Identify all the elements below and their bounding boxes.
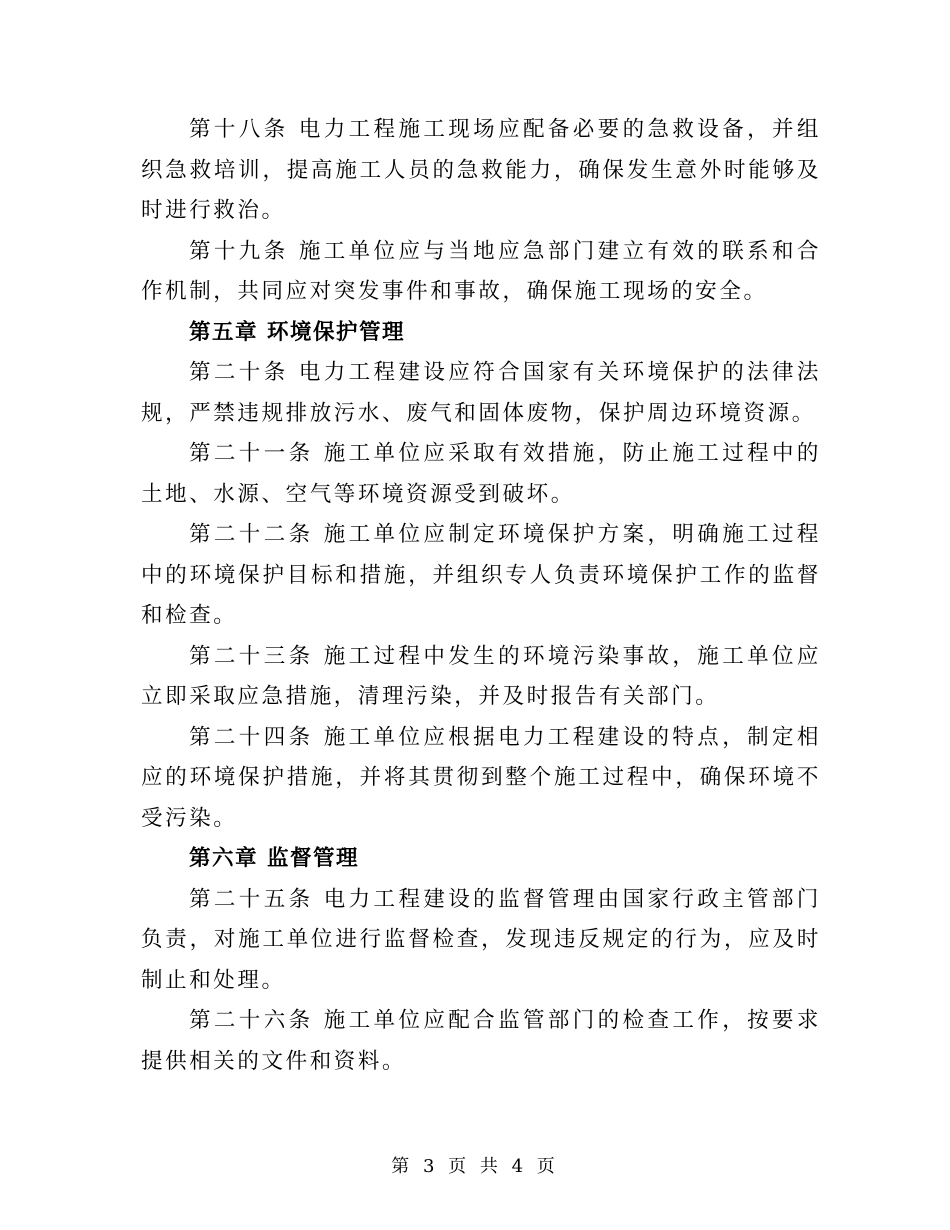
article-18: 第十八条 电力工程施工现场应配备必要的急救设备，并组织急救培训，提高施工人员的急救能力，确保发生意外时能够及时进行救治。 <box>141 117 821 223</box>
article-20: 第二十条 电力工程建设应符合国家有关环境保护的法律法规，严禁违规排放污水、废气和固体废物，保护周边环境资源。 <box>141 360 821 426</box>
article-25: 第二十五条 电力工程建设的监督管理由国家行政主管部门负责，对施工单位进行监督检查，发现违反规定的行为，应及时制止和处理。 <box>141 886 821 993</box>
page-number-footer: 第 3 页 共 4 页 <box>391 1156 559 1177</box>
article-26: 第二十六条 施工单位应配合监管部门的检查工作，按要求提供相关的文件和资料。 <box>141 1008 821 1074</box>
article-19: 第十九条 施工单位应与当地应急部门建立有效的联系和合作机制，共同应对突发事件和事故，确保施工现场的安全。 <box>141 238 821 304</box>
article-22: 第二十二条 施工单位应制定环境保护方案，明确施工过程中的环境保护目标和措施，并组织专人负责环境保护工作的监督和检查。 <box>141 522 821 628</box>
chapter-6-heading: 第六章 监督管理 <box>189 846 359 871</box>
article-23: 第二十三条 施工过程中发生的环境污染事故，施工单位应立即采取应急措施，清理污染，并及时报告有关部门。 <box>141 643 821 709</box>
article-24: 第二十四条 施工单位应根据电力工程建设的特点，制定相应的环境保护措施，并将其贯彻到整个施工过程中，确保环境不受污染。 <box>141 724 821 831</box>
article-21: 第二十一条 施工单位应采取有效措施，防止施工过程中的土地、水源、空气等环境资源受到破坏。 <box>141 441 821 507</box>
document-body <box>141 110 821 1082</box>
chapter-5-heading: 第五章 环境保护管理 <box>189 319 405 345</box>
